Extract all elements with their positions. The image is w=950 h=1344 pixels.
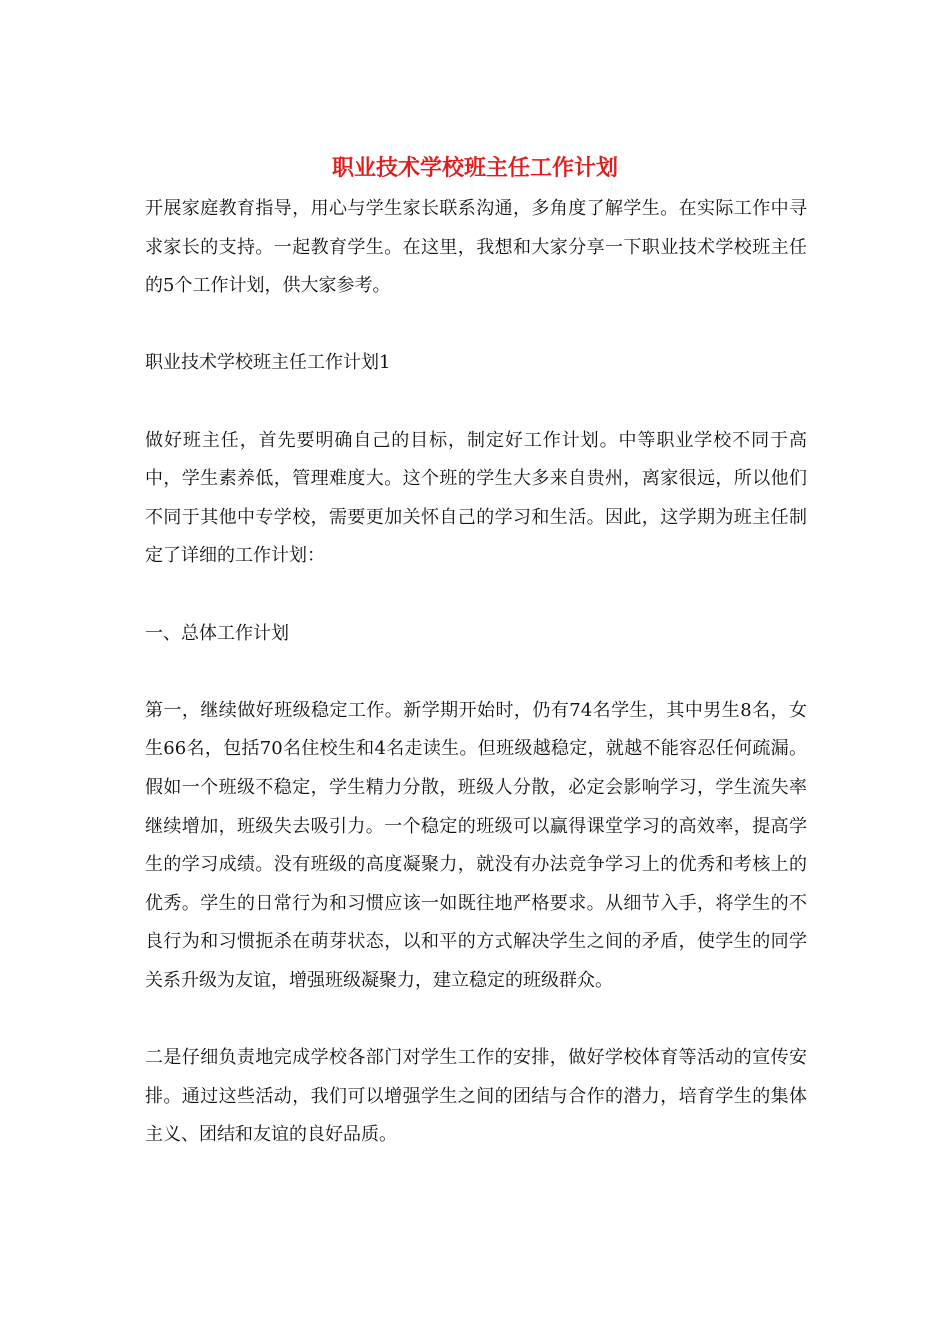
- plan-1-intro-paragraph: 做好班主任，首先要明确自己的目标，制定好工作计划。中等职业学校不同于高中，学生素养低，管理难度大。这个班的学生大多来自贵州，离家很远，所以他们不同于其他中专学校，需要更加关怀自己的学习和生活。因此，这学期为班主任制定了详细的工作计划：: [145, 429, 807, 567]
- document-title: 职业技术学校班主任工作计划: [331, 155, 618, 181]
- document-body: [145, 190, 807, 1193]
- intro-paragraph: 开展家庭教育指导，用心与学生家长联系沟通，多角度了解学生。在实际工作中寻求家长的支持。一起教育学生。在这里，我想和大家分享一下职业技术学校班主任的5个工作计划，供大家参考。: [145, 198, 807, 297]
- point-2-paragraph: 二是仔细负责地完成学校各部门对学生工作的安排，做好学校体育等活动的宣传安排。通过这些活动，我们可以增强学生之间的团结与合作的潜力，培育学生的集体主义、团结和友谊的良好品质。: [145, 1047, 807, 1146]
- point-1-paragraph: 第一，继续做好班级稳定工作。新学期开始时，仍有74名学生，其中男生8名，女生66名，包括70名住校生和4名走读生。但班级越稳定，就越不能容忍任何疏漏。假如一个班级不稳定，学生精力分散，班级人分散，必定会影响学习，学生流失率继续增加，班级失去吸引力。一个稳定的班级可以赢得课堂学习的高效率，提高学生的学习成绩。没有班级的高度凝聚力，就没有办法竞争学习上的优秀和考核上的优秀。学生的日常行为和习惯应该一如既往地严格要求。从细节入手，将学生的不良行为和习惯扼杀在萌芽状态，以和平的方式解决学生之间的矛盾，使学生的同学关系升级为友谊，增强班级凝聚力，建立稳定的班级群众。: [145, 699, 807, 991]
- section-heading-overall-plan: 一、总体工作计划: [145, 622, 289, 644]
- plan-1-heading: 职业技术学校班主任工作计划1: [145, 352, 391, 374]
